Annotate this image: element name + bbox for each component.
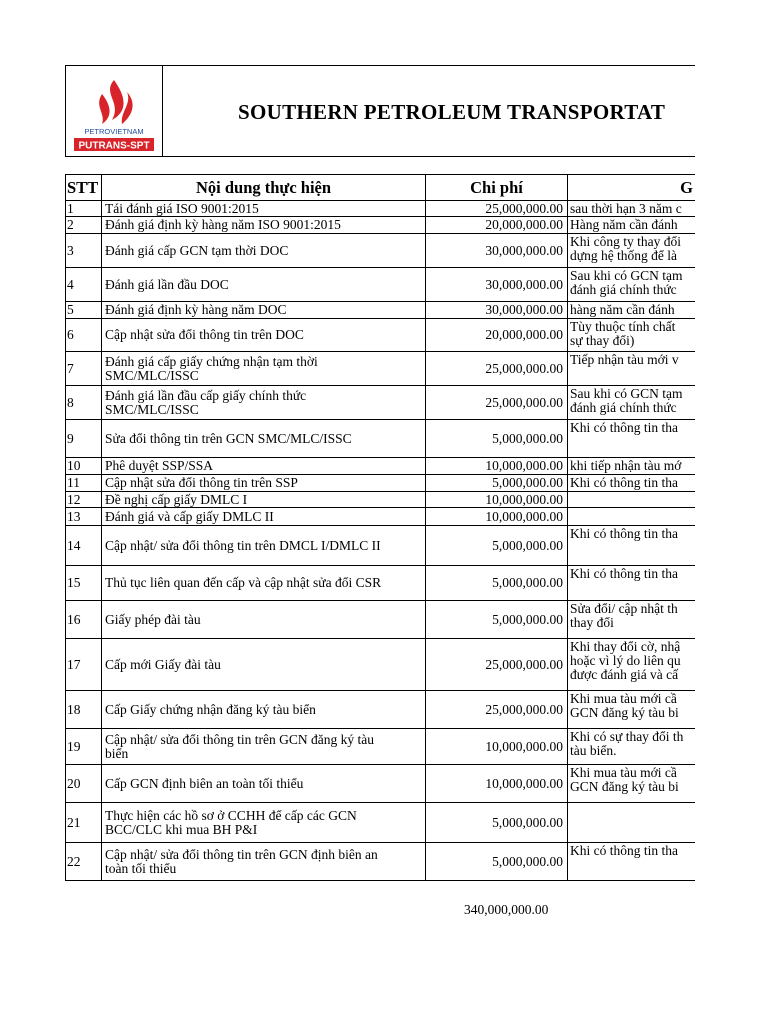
row-cost: 10,000,000.00 [426,508,568,526]
row-note [568,803,706,843]
table-row [66,492,706,508]
row-content: Cập nhật sửa đổi thông tin trên DOC [102,319,426,352]
company-title: SOUTHERN PETROLEUM TRANSPORTAT [238,100,666,124]
table-row [66,420,706,458]
row-note: Khi có thông tin tha [568,420,706,458]
row-content: Thực hiện các hồ sơ ở CCHH để cấp các GCN BCC/CLC khi mua BH P&I [102,803,426,843]
row-cost: 30,000,000.00 [426,234,568,268]
row-note: Khi thay đổi cờ, nhậ hoặc vì lý do liên qu được đánh giá và cấ [568,639,706,691]
row-note: Khi có thông tin tha [568,566,706,601]
row-content: Đánh giá lần đầu DOC [102,268,426,302]
row-content: Cập nhật/ sửa đổi thông tin trên GCN đăng ký tàu biển [102,729,426,765]
row-content: Đánh giá định kỳ hàng năm DOC [102,302,426,319]
row-cost: 10,000,000.00 [426,492,568,508]
table-row [66,268,706,302]
row-stt: 2 [66,217,102,234]
table-row [66,639,706,691]
row-note: khi tiếp nhận tàu mớ [568,458,706,475]
row-content: Cấp Giấy chứng nhận đăng ký tàu biển [102,691,426,729]
total-cost: 340,000,000.00 [464,902,549,917]
row-note: Sau khi có GCN tạm đánh giá chính thức [568,268,706,302]
row-note: Sau khi có GCN tạm đánh giá chính thức [568,386,706,420]
row-content: Phê duyệt SSP/SSA [102,458,426,475]
row-stt: 1 [66,201,102,217]
row-content: Đánh giá cấp giấy chứng nhận tạm thời SMC/MLC/ISSC [102,352,426,386]
row-cost: 5,000,000.00 [426,843,568,881]
row-stt: 21 [66,803,102,843]
column-header-note: G [568,175,706,201]
row-stt: 3 [66,234,102,268]
column-header-stt: STT [66,175,102,201]
row-note: Khi có sự thay đổi th tàu biển. [568,729,706,765]
row-stt: 10 [66,458,102,475]
row-cost: 20,000,000.00 [426,217,568,234]
row-stt: 6 [66,319,102,352]
row-stt: 22 [66,843,102,881]
row-note: hàng năm cần đánh [568,302,706,319]
row-note: Khi có thông tin tha [568,475,706,492]
row-cost: 5,000,000.00 [426,566,568,601]
row-cost: 5,000,000.00 [426,475,568,492]
row-content: Cấp mới Giấy đài tàu [102,639,426,691]
table-row [66,319,706,352]
column-header-content: Nội dung thực hiện [102,175,426,201]
table-row [66,508,706,526]
row-note: Sửa đổi/ cập nhật th thay đổi [568,601,706,639]
row-content: Đánh giá và cấp giấy DMLC II [102,508,426,526]
table-row [66,458,706,475]
row-note: Khi có thông tin tha [568,843,706,881]
table-row [66,234,706,268]
table-row [66,765,706,803]
cost-table [65,174,705,881]
row-content: Giấy phép đài tàu [102,601,426,639]
table-row [66,729,706,765]
row-cost: 25,000,000.00 [426,639,568,691]
table-row [66,217,706,234]
row-content: Đề nghị cấp giấy DMLC I [102,492,426,508]
petrovietnam-logo-icon [72,72,156,152]
table-row [66,566,706,601]
row-content: Cập nhật/ sửa đổi thông tin trên GCN định biên an toàn tối thiểu [102,843,426,881]
row-stt: 17 [66,639,102,691]
row-content: Sửa đổi thông tin trên GCN SMC/MLC/ISSC [102,420,426,458]
row-cost: 25,000,000.00 [426,386,568,420]
row-cost: 20,000,000.00 [426,319,568,352]
row-content: Cập nhật sửa đổi thông tin trên SSP [102,475,426,492]
row-cost: 25,000,000.00 [426,201,568,217]
row-cost: 10,000,000.00 [426,458,568,475]
table-row [66,352,706,386]
row-note: Khi công ty thay đổi dựng hệ thống để là [568,234,706,268]
row-stt: 20 [66,765,102,803]
document-header [65,65,705,157]
row-content: Tái đánh giá ISO 9001:2015 [102,201,426,217]
row-content: Đánh giá định kỳ hàng năm ISO 9001:2015 [102,217,426,234]
row-note: sau thời hạn 3 năm c [568,201,706,217]
row-stt: 15 [66,566,102,601]
table-row [66,201,706,217]
row-content: Cấp GCN định biên an toàn tối thiểu [102,765,426,803]
logo-bottom-text: PUTRANS-SPT [78,140,150,152]
page-right-edge [695,0,768,1024]
table-row [66,302,706,319]
row-stt: 11 [66,475,102,492]
row-note: Tùy thuộc tính chất sự thay đổi) [568,319,706,352]
row-note: Khi có thông tin tha [568,526,706,566]
row-cost: 5,000,000.00 [426,526,568,566]
row-content: Thủ tục liên quan đến cấp và cập nhật sửa đổi CSR [102,566,426,601]
row-stt: 14 [66,526,102,566]
row-content: Cập nhật/ sửa đổi thông tin trên DMCL I/DMLC II [102,526,426,566]
row-stt: 7 [66,352,102,386]
row-cost: 30,000,000.00 [426,268,568,302]
row-stt: 8 [66,386,102,420]
row-stt: 9 [66,420,102,458]
row-stt: 19 [66,729,102,765]
row-cost: 10,000,000.00 [426,729,568,765]
row-stt: 5 [66,302,102,319]
row-stt: 13 [66,508,102,526]
row-note: Khi mua tàu mới cầ GCN đăng ký tàu bi [568,765,706,803]
table-row [66,386,706,420]
table-row [66,691,706,729]
table-row [66,526,706,566]
row-cost: 25,000,000.00 [426,691,568,729]
table-row [66,843,706,881]
row-note: Tiếp nhận tàu mới v [568,352,706,386]
row-cost: 5,000,000.00 [426,803,568,843]
row-note: Khi mua tàu mới cầ GCN đăng ký tàu bi [568,691,706,729]
company-logo [66,66,163,156]
row-cost: 5,000,000.00 [426,420,568,458]
row-cost: 10,000,000.00 [426,765,568,803]
row-cost: 25,000,000.00 [426,352,568,386]
row-cost: 5,000,000.00 [426,601,568,639]
row-note [568,508,706,526]
row-note: Hàng năm cần đánh [568,217,706,234]
row-stt: 12 [66,492,102,508]
row-content: Đánh giá lần đầu cấp giấy chính thức SMC/MLC/ISSC [102,386,426,420]
row-note [568,492,706,508]
table-row [66,475,706,492]
column-header-cost: Chi phí [426,175,568,201]
cost-table-container [65,174,705,884]
row-stt: 18 [66,691,102,729]
table-row [66,601,706,639]
table-row [66,803,706,843]
table-header-row [66,175,706,201]
row-stt: 16 [66,601,102,639]
row-cost: 30,000,000.00 [426,302,568,319]
row-content: Đánh giá cấp GCN tạm thời DOC [102,234,426,268]
logo-top-text: PETROVIETNAM [84,127,144,136]
row-stt: 4 [66,268,102,302]
